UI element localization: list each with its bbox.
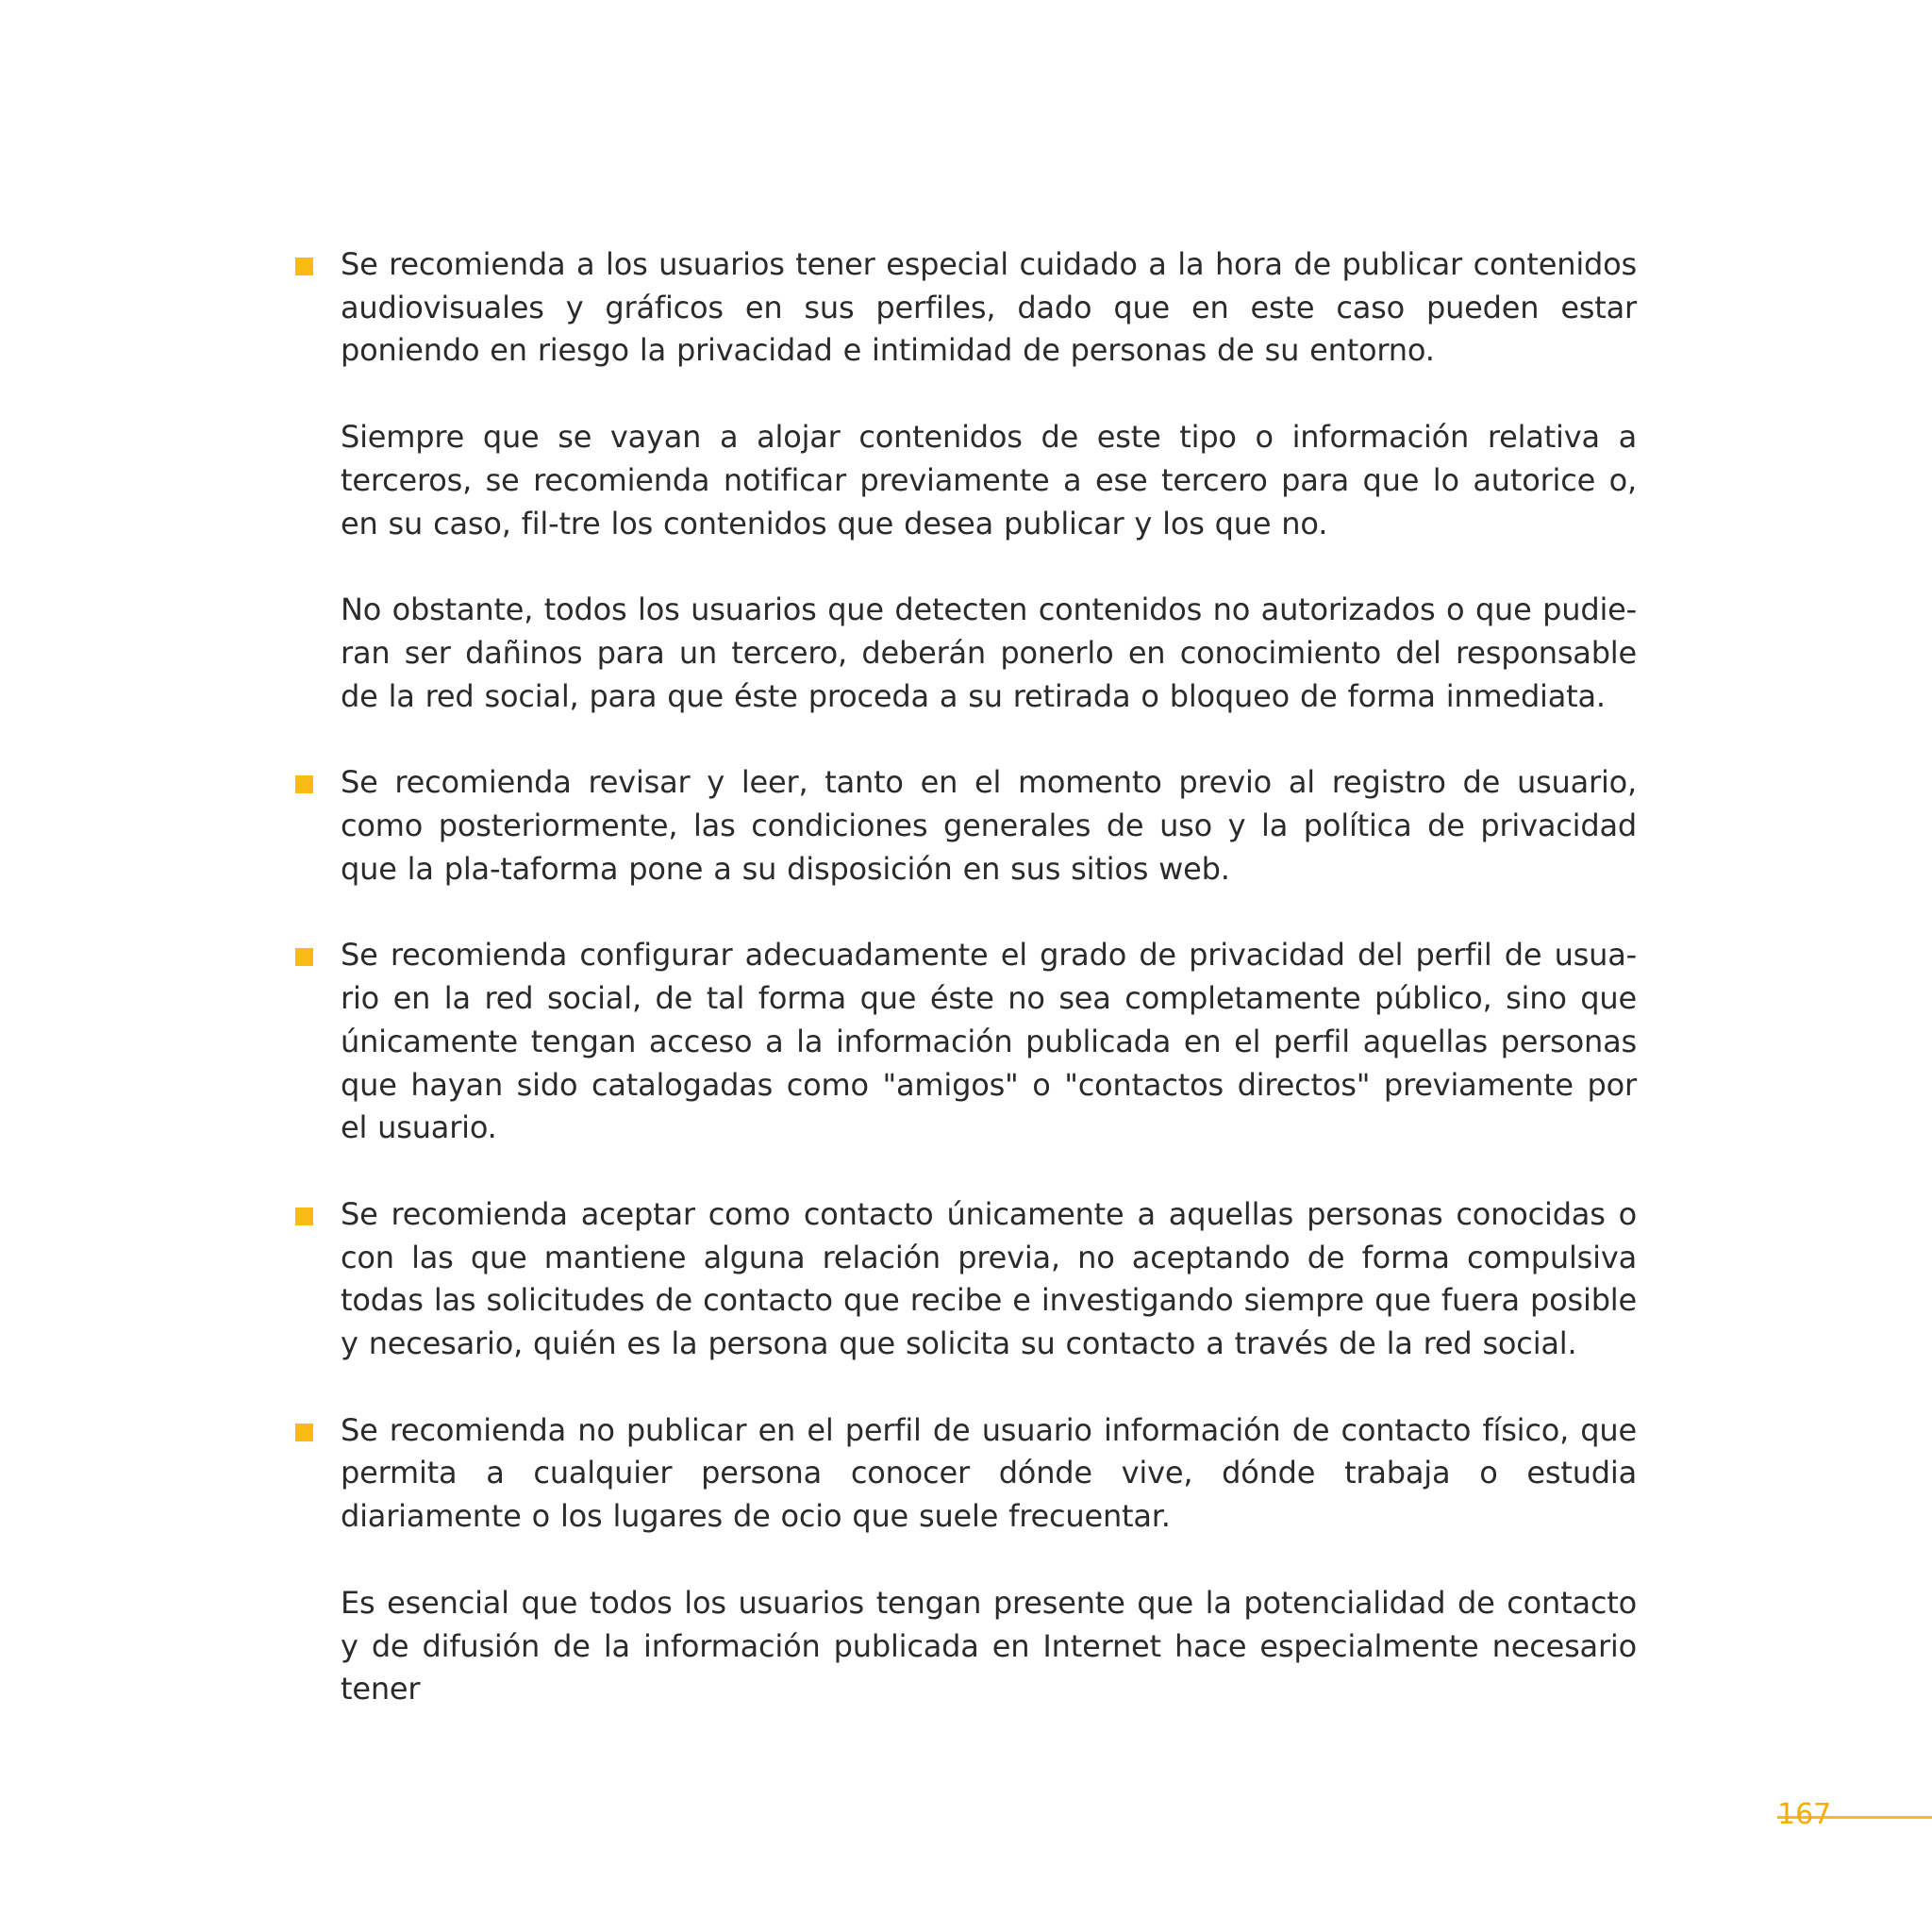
list-item: [341, 1409, 1637, 1711]
square-bullet-icon: [295, 1208, 313, 1225]
square-bullet-icon: [295, 948, 313, 966]
list-item: [341, 243, 1637, 718]
paragraph: Se recomienda revisar y leer, tanto en el momento previo al registro de usuario, como posteriormente, las condiciones generales de uso y la política de privacidad que la pla-taforma pone a su disposición en sus sitios web.: [341, 764, 1637, 887]
square-bullet-icon: [295, 775, 313, 793]
paragraph: No obstante, todos los usuarios que detecten contenidos no autorizados o que pudie-ran ser dañinos para un tercero, deberán ponerlo en conocimiento del responsable de la red social, para que éste proceda a su retirada o bloqueo de forma inmediata.: [341, 591, 1637, 714]
list-item: [341, 1193, 1637, 1366]
paragraph: Se recomienda aceptar como contacto únicamente a aquellas personas conocidas o con las que mantiene alguna relación previa, no aceptando de forma compulsiva todas las solicitudes de contacto que recibe e investigando siempre que fuera posible y necesario, quién es la persona que solicita su contacto a través de la red social.: [341, 1195, 1637, 1362]
paragraph: Siempre que se vayan a alojar contenidos de este tipo o información relativa a terceros, se recomienda notificar previamente a ese tercero para que lo autorice o, en su caso, fil-tre los contenidos que desea publicar y los que no.: [341, 419, 1637, 541]
square-bullet-icon: [295, 258, 313, 275]
paragraph: Es esencial que todos los usuarios tengan presente que la potencialidad de contacto y de difusión de la información publicada en Internet hace especialmente necesario tener: [341, 1584, 1637, 1707]
paragraph: Se recomienda configurar adecuadamente el grado de privacidad del perfil de usua-rio en la red social, de tal forma que éste no sea completamente público, sino que únicamente tengan acceso a la información publicada en el perfil aquellas personas que hayan sido catalogadas como "amigos" o "contactos directos" previamente por el usuario.: [341, 937, 1637, 1146]
page-number: 167: [1777, 1798, 1832, 1831]
paragraph: Se recomienda no publicar en el perfil de usuario información de contacto físico, que permita a cualquier persona conocer dónde vive, dónde trabaja o estudia diariamente o los lugares de ocio que suele frecuentar.: [341, 1411, 1637, 1535]
paragraph: Se recomienda a los usuarios tener especial cuidado a la hora de publicar contenidos audiovisuales y gráficos en sus perfiles, dado que en este caso pueden estar poniendo en riesgo la privacidad e intimidad de personas de su entorno.: [341, 246, 1637, 369]
square-bullet-icon: [295, 1424, 313, 1441]
list-item: [341, 934, 1637, 1150]
document-body: [341, 243, 1637, 1755]
list-item: [341, 761, 1637, 891]
